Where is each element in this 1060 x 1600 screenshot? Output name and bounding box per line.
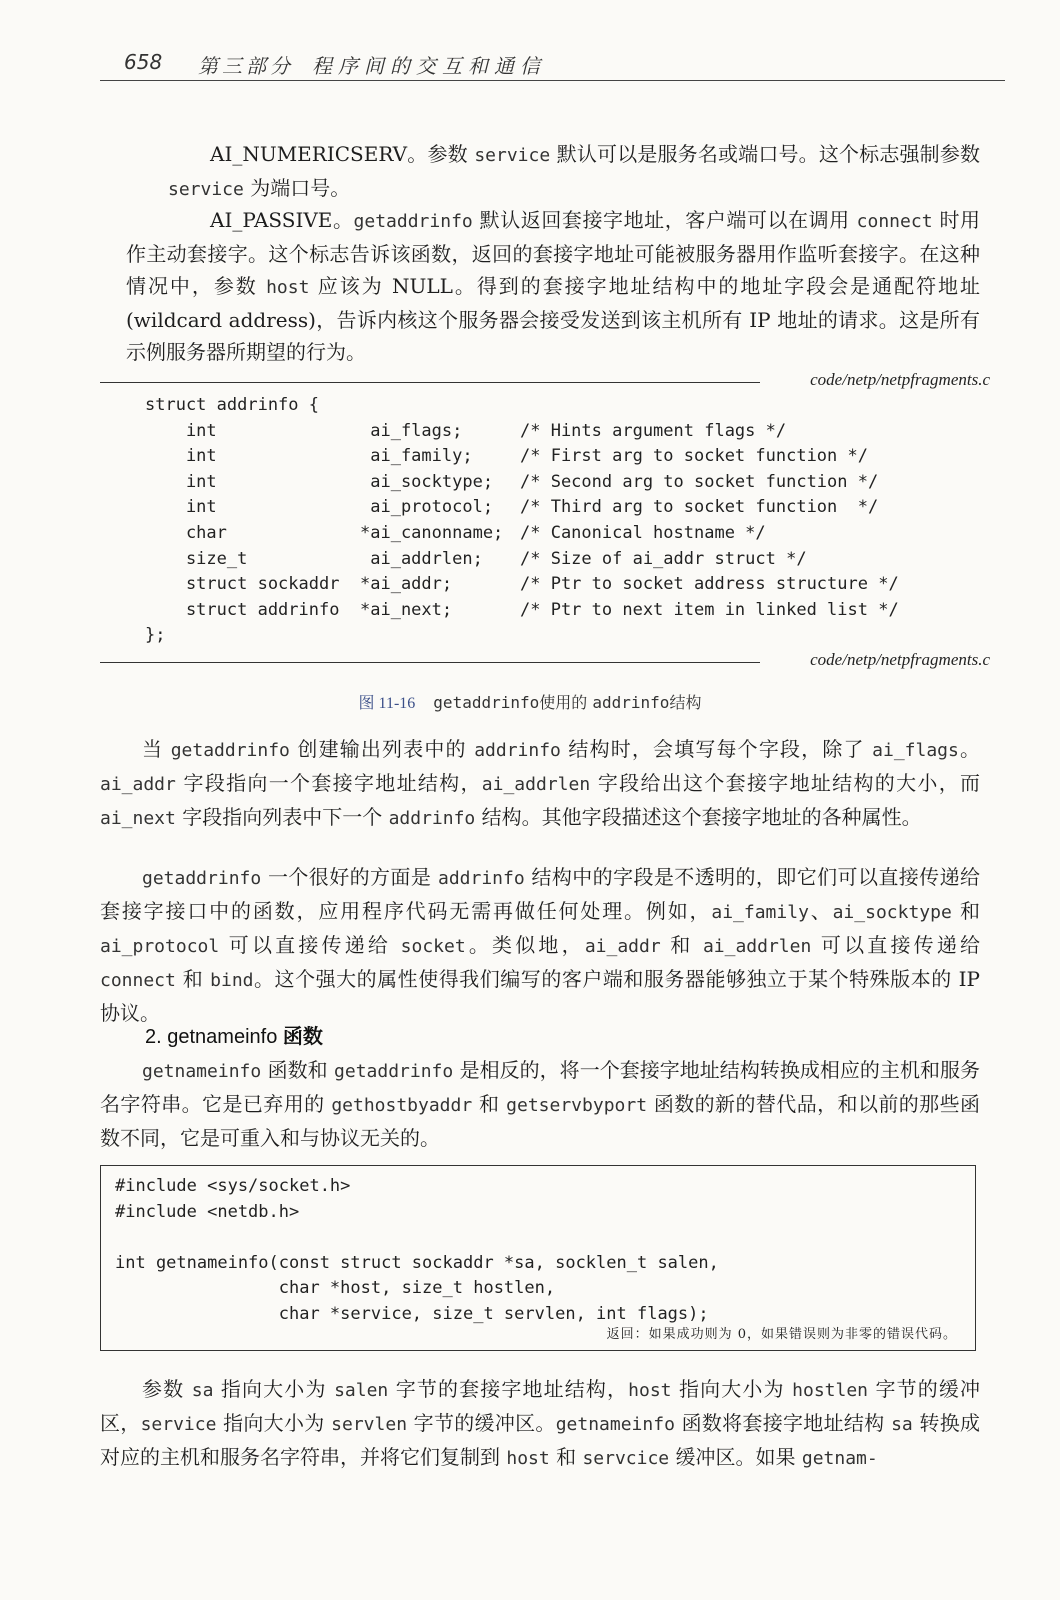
code-line — [145, 523, 945, 549]
text-run: 。这个强大的属性使得我们编写的客户端和服务器能够独立于某个特殊版本的 IP 协议。 — [100, 967, 980, 1025]
figure-top-rule — [100, 382, 760, 383]
text-run: 参数 — [142, 1377, 192, 1401]
inline-code: service — [140, 1414, 217, 1435]
inline-code: ai_flags — [872, 740, 959, 761]
text-run: 和 — [660, 933, 703, 957]
code-type: struct sockaddr — [145, 574, 340, 595]
text-run: 当 — [142, 737, 171, 761]
code-comment: /* Ptr to next item in linked list */ — [520, 599, 899, 620]
inline-code: ai_addr — [584, 936, 661, 957]
section-heading-text: 函数 — [282, 1024, 323, 1048]
return-value-note: 返回：如果成功则为 0，如果错误则为非零的错误代码。 — [606, 1327, 957, 1342]
code-field: ai_socktype; — [360, 471, 494, 492]
text-run: 为端口号。 — [243, 176, 351, 200]
inline-code: bind — [210, 970, 254, 991]
paragraph-opaque-fields — [100, 861, 980, 1029]
paragraph-addrinfo-fields — [100, 733, 980, 835]
inline-code: servlen — [331, 1414, 408, 1435]
text-run: 字段给出这个套接字地址结构的大小，而 — [590, 771, 981, 795]
code-line — [145, 625, 945, 651]
code-type: int — [145, 446, 217, 467]
prototype-line: char *service, size_t servlen, int flags); — [115, 1303, 709, 1324]
text-run: 是相反的，将一个套接字地址结构转换成相应的主机和服务名字符串。它是已弃用的 — [100, 1058, 980, 1116]
text-run: 字段指向列表中下一个 — [175, 805, 389, 829]
inline-code: addrinfo — [388, 808, 476, 829]
code-type: struct addrinfo — [145, 599, 340, 620]
code-comment: /* Canonical hostname */ — [520, 522, 766, 543]
inline-code: host — [266, 277, 310, 298]
text-run: 默认可以是服务名或端口号。这个标志强制参数 — [550, 142, 980, 166]
text-run: 指向大小为 — [213, 1377, 335, 1401]
inline-code: sa — [891, 1414, 913, 1435]
prototype-line: int getnameinfo(const struct sockaddr *sa, socklen_t salen, — [115, 1252, 719, 1273]
code-line — [145, 600, 945, 626]
text-run: 一个很好的方面是 — [261, 865, 438, 889]
code-field: ai_addrlen; — [360, 548, 483, 569]
code-field: ai_family; — [360, 446, 473, 467]
inline-code: ai_protocol — [100, 936, 220, 957]
inline-code: addrinfo — [438, 868, 525, 889]
code-comment: /* Ptr to socket address structure */ — [520, 574, 899, 595]
code-line — [145, 446, 945, 472]
text-run: 函数和 — [261, 1058, 335, 1082]
code-line — [145, 421, 945, 447]
text-run: 结构中的字段是不透明的，即它们可以直接传递给套接字接口中的函数，应用程序代码无需再做任何处理。例如， — [100, 865, 980, 923]
text-run: 可以直接传递给 — [219, 933, 401, 957]
paragraph-getnameinfo-intro — [100, 1054, 980, 1154]
inline-code: host — [628, 1380, 672, 1401]
code-comment: /* First arg to socket function */ — [520, 446, 868, 467]
inline-code: ai_next — [100, 808, 176, 829]
text-run: 和 — [175, 967, 211, 991]
section-heading-number: 2. getnameinfo — [145, 1026, 278, 1048]
prototype-line — [115, 1227, 719, 1253]
paragraph-ai-numericserv — [126, 138, 980, 206]
section-heading — [145, 1020, 323, 1049]
text-run: 。类似地， — [465, 933, 585, 957]
text-run: 。 — [958, 737, 981, 761]
code-comment: /* Hints argument flags */ — [520, 420, 787, 441]
prototype-line: #include <sys/socket.h> — [115, 1176, 351, 1196]
code-type: int — [145, 497, 217, 518]
figure-bottom-rule — [100, 662, 760, 663]
caption-code-getaddrinfo: getaddrinfo — [433, 693, 540, 712]
caption-text: 使用的 — [539, 693, 588, 712]
prototype-code — [115, 1176, 719, 1330]
text-run: 缓冲区。如果 — [669, 1445, 802, 1469]
code-line — [145, 549, 945, 575]
text-run: 可以直接传递给 — [811, 933, 981, 957]
inline-code: getaddrinfo — [142, 868, 262, 889]
inline-code: getnameinfo — [555, 1414, 675, 1435]
addrinfo-struct-code — [145, 395, 945, 651]
prototype-line: char *host, size_t hostlen, — [115, 1278, 556, 1299]
paragraph-ai-passive — [84, 204, 980, 368]
code-type: int — [145, 471, 217, 492]
code-field: ai_flags; — [360, 420, 463, 441]
inline-code: ai_addrlen — [702, 936, 812, 957]
code-type: }; — [145, 625, 166, 646]
inline-code: service — [168, 179, 244, 200]
caption-code-addrinfo: addrinfo — [592, 693, 670, 712]
figure-source-bottom: code/netp/netpfragments.c — [810, 650, 990, 669]
text-run: 字节的缓冲区。 — [407, 1411, 556, 1435]
inline-code: socket — [400, 936, 466, 957]
text-run: 字节的缓冲区， — [100, 1377, 981, 1435]
inline-code: getnam- — [801, 1448, 878, 1469]
code-comment: /* Size of ai_addr struct */ — [520, 548, 807, 569]
text-run: 字节的套接字地址结构， — [388, 1377, 629, 1401]
inline-code: service — [474, 145, 551, 166]
running-header — [100, 48, 1005, 81]
text-run: 结构。其他字段描述这个套接字地址的各种属性。 — [475, 805, 922, 829]
inline-code: ai_family — [711, 902, 809, 923]
code-line — [145, 497, 945, 523]
caption-text-end: 结构 — [669, 693, 702, 712]
inline-code: ai_addrlen — [481, 774, 591, 795]
text-run: AI_PASSIVE。 — [210, 208, 354, 232]
inline-code: salen — [334, 1380, 389, 1401]
inline-code: getaddrinfo — [170, 740, 290, 761]
code-type: struct addrinfo { — [145, 395, 319, 415]
text-run: 字段指向一个套接字地址结构， — [175, 771, 482, 795]
inline-code: ai_socktype — [832, 902, 952, 923]
inline-code: sa — [191, 1380, 214, 1401]
code-line — [145, 574, 945, 600]
code-line — [145, 395, 945, 421]
code-comment: /* Third arg to socket function */ — [520, 497, 879, 518]
text-run: AI_NUMERICSERV。参数 — [210, 142, 475, 166]
text-run: 默认返回套接字地址，客户端可以在调用 — [472, 208, 857, 232]
inline-code: getnameinfo — [142, 1061, 262, 1082]
text-run: 时用作主动套接字。这个标志告诉该函数，返回的套接字地址可能被服务器用作监听套接字。在这种情况中，参数 — [126, 208, 981, 298]
inline-code: hostlen — [792, 1380, 869, 1401]
text-run: 指向大小为 — [216, 1411, 332, 1435]
text-run: 转换成对应的主机和服务名字符串，并将它们复制到 — [100, 1411, 981, 1469]
text-run: 、 — [808, 899, 833, 923]
code-field: *ai_canonname; — [360, 522, 504, 543]
code-field: *ai_next; — [360, 599, 453, 620]
text-run: 应该为 NULL。得到的套接字地址结构中的地址字段会是通配符地址(wildcard address)，告诉内核这个服务器会接受发送到该主机所有 IP 地址的请求。这是所有示例服务器所期望的行为。 — [126, 274, 980, 364]
inline-code: gethostbyaddr — [331, 1095, 473, 1116]
code-type: size_t — [145, 548, 248, 569]
code-type: int — [145, 420, 217, 441]
text-run: 和 — [951, 899, 981, 923]
inline-code: getservbyport — [506, 1095, 648, 1116]
inline-code: connect — [100, 970, 176, 991]
code-field: ai_protocol; — [360, 497, 494, 518]
inline-code: servcice — [582, 1448, 670, 1469]
chapter-title: 程序间的交互和通信 — [312, 54, 546, 78]
inline-code: connect — [856, 211, 933, 232]
figure-caption — [0, 690, 1060, 713]
text-run: 函数将套接字地址结构 — [674, 1411, 892, 1435]
inline-code: ai_addr — [100, 774, 176, 795]
code-comment: /* Second arg to socket function */ — [520, 471, 879, 492]
figure-source-top: code/netp/netpfragments.c — [810, 370, 990, 389]
paragraph-getnameinfo-args — [100, 1373, 980, 1475]
function-prototype-box — [100, 1165, 976, 1351]
inline-code: host — [506, 1448, 550, 1469]
prototype-line: #include <netdb.h> — [115, 1201, 300, 1222]
text-run: 和 — [472, 1092, 507, 1116]
text-run: 指向大小为 — [671, 1377, 793, 1401]
code-type: char — [145, 522, 227, 543]
text-run: 函数的新的替代品，和以前的那些函数不同，它是可重入和与协议无关的。 — [100, 1092, 981, 1150]
page-number: 658 — [124, 50, 163, 74]
text-run: 和 — [549, 1445, 583, 1469]
inline-code: addrinfo — [474, 740, 561, 761]
text-run: 创建输出列表中的 — [289, 737, 475, 761]
inline-code: getaddrinfo — [334, 1061, 454, 1082]
inline-code: getaddrinfo — [353, 211, 473, 232]
text-run: 结构时，会填写每个字段，除了 — [560, 737, 873, 761]
code-field: *ai_addr; — [360, 574, 453, 595]
part-title: 第三部分 — [198, 54, 294, 78]
figure-number: 图 11-16 — [358, 695, 416, 712]
code-line — [145, 472, 945, 498]
